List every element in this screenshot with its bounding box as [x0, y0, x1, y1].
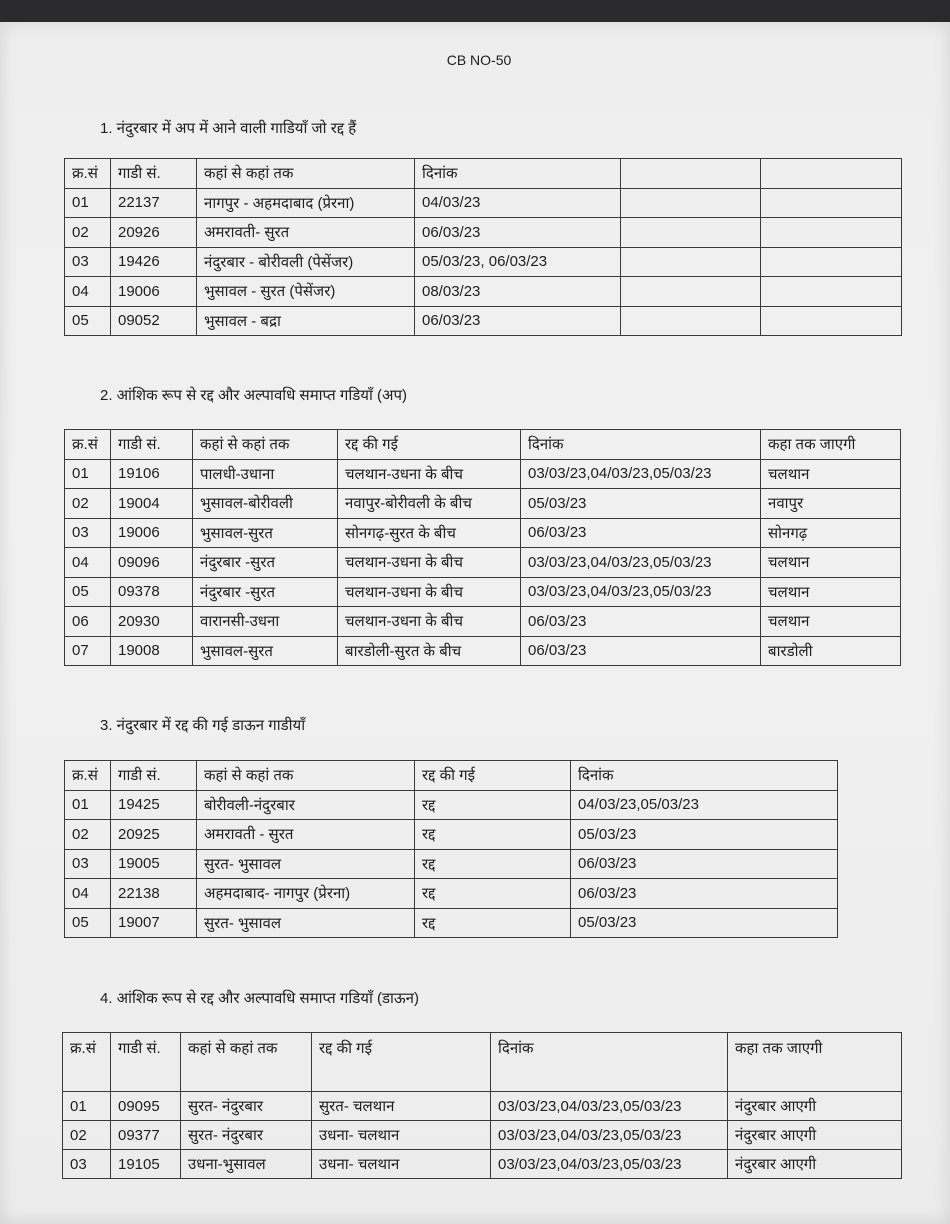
section-4-header — [63, 1033, 902, 1092]
table-row — [65, 577, 901, 607]
header-row — [63, 1033, 902, 1092]
column-header-col4: रद्द की गई — [415, 761, 571, 791]
cell-col5: 06/03/23 — [571, 849, 838, 879]
cell-serial: 03 — [65, 849, 111, 879]
cell-serial: 03 — [65, 518, 111, 548]
cell-train-no: 09095 — [111, 1092, 181, 1121]
cell-col5: 03/03/23,04/03/23,05/03/23 — [491, 1150, 728, 1179]
cell-route: नंदुरबार - बोरीवली (पेसेंजर) — [197, 247, 415, 277]
cell-col5: 03/03/23,04/03/23,05/03/23 — [491, 1092, 728, 1121]
cell-col4: चलथान-उधना के बीच — [338, 607, 521, 637]
table-row — [63, 1150, 902, 1179]
cell-col6: चलथान — [761, 577, 901, 607]
header-row — [65, 430, 901, 460]
cell-train-no: 19426 — [111, 247, 197, 277]
column-header-serial: क्र.सं — [65, 159, 111, 189]
cell-serial: 02 — [65, 820, 111, 850]
cell-serial: 03 — [65, 247, 111, 277]
cell-col6: चलथान — [761, 459, 901, 489]
column-header-col6: कहा तक जाएगी — [728, 1033, 902, 1092]
header-row — [65, 159, 902, 189]
cell-col5: 06/03/23 — [521, 518, 761, 548]
cell-col6: नंदुरबार आएगी — [728, 1092, 902, 1121]
column-header-col6 — [761, 159, 902, 189]
cell-col4: रद्द — [415, 849, 571, 879]
table-row — [65, 607, 901, 637]
cell-col4: चलथान-उधना के बीच — [338, 577, 521, 607]
cell-train-no: 09378 — [111, 577, 193, 607]
cell-route: पालधी-उधाना — [193, 459, 338, 489]
cell-col6 — [761, 306, 902, 336]
column-header-train-no: गाडी सं. — [111, 430, 193, 460]
cell-col5: 05/03/23 — [571, 908, 838, 938]
cell-route: अमरावती- सुरत — [197, 218, 415, 248]
table-row — [65, 218, 902, 248]
table-row — [65, 518, 901, 548]
cell-train-no: 19105 — [111, 1150, 181, 1179]
cell-route: सुरत- नंदुरबार — [181, 1092, 312, 1121]
cell-serial: 04 — [65, 277, 111, 307]
cell-col5 — [621, 277, 761, 307]
section-2-table — [64, 429, 901, 666]
cell-col4: रद्द — [415, 879, 571, 909]
cell-col5: 05/03/23 — [571, 820, 838, 850]
table-row — [65, 790, 838, 820]
table-row — [65, 277, 902, 307]
cell-col6: सोनगढ़ — [761, 518, 901, 548]
cell-col5: 04/03/23,05/03/23 — [571, 790, 838, 820]
cell-train-no: 20925 — [111, 820, 197, 850]
cell-train-no: 19008 — [111, 636, 193, 666]
cell-col4: 06/03/23 — [415, 306, 621, 336]
cell-col6: बारडोली — [761, 636, 901, 666]
cell-col5: 06/03/23 — [521, 607, 761, 637]
cell-col4: रद्द — [415, 820, 571, 850]
cell-serial: 03 — [63, 1150, 111, 1179]
cell-train-no: 19005 — [111, 849, 197, 879]
column-header-col4: रद्द की गई — [312, 1033, 491, 1092]
column-header-serial: क्र.सं — [65, 430, 111, 460]
column-header-serial: क्र.सं — [63, 1033, 111, 1092]
cell-col6 — [761, 188, 902, 218]
cell-serial: 05 — [65, 908, 111, 938]
column-header-serial: क्र.सं — [65, 761, 111, 791]
cell-col5 — [621, 247, 761, 277]
cell-col5 — [621, 188, 761, 218]
cell-serial: 02 — [65, 218, 111, 248]
section-2-title: 2. आंशिक रूप से रद्द और अल्पावधि समाप्त गडियाँ (अप) — [100, 387, 407, 404]
cell-serial: 01 — [65, 188, 111, 218]
cell-col6: नंदुरबार आएगी — [728, 1121, 902, 1150]
cell-train-no: 22137 — [111, 188, 197, 218]
section-1-title: 1. नंदुरबार में अप में आने वाली गाडियाँ जो रद्द हैं — [100, 120, 357, 137]
cell-col4: चलथान-उधना के बीच — [338, 459, 521, 489]
cell-train-no: 19106 — [111, 459, 193, 489]
column-header-route: कहां से कहां तक — [197, 159, 415, 189]
cell-train-no: 09052 — [111, 306, 197, 336]
cell-route: उधना-भुसावल — [181, 1150, 312, 1179]
cell-col5 — [621, 306, 761, 336]
cell-col5: 03/03/23,04/03/23,05/03/23 — [521, 459, 761, 489]
cell-col6 — [761, 277, 902, 307]
cell-col5: 03/03/23,04/03/23,05/03/23 — [491, 1121, 728, 1150]
cell-route: भुसावल - सुरत (पेसेंजर) — [197, 277, 415, 307]
cell-route: नंदुरबार -सुरत — [193, 577, 338, 607]
section-3-table — [64, 760, 838, 938]
cell-route: नागपुर - अहमदाबाद (प्रेरना) — [197, 188, 415, 218]
cell-serial: 07 — [65, 636, 111, 666]
table-row — [65, 489, 901, 519]
column-header-train-no: गाडी सं. — [111, 159, 197, 189]
column-header-col6: कहा तक जाएगी — [761, 430, 901, 460]
section-4-table — [62, 1032, 902, 1179]
table-row — [65, 247, 902, 277]
cell-train-no: 19006 — [111, 518, 193, 548]
section-1-header — [65, 159, 902, 189]
column-header-train-no: गाडी सं. — [111, 761, 197, 791]
column-header-col4: दिनांक — [415, 159, 621, 189]
cell-serial: 02 — [65, 489, 111, 519]
table-row — [63, 1092, 902, 1121]
cell-col4: सोनगढ़-सुरत के बीच — [338, 518, 521, 548]
cell-col5: 06/03/23 — [521, 636, 761, 666]
cell-serial: 02 — [63, 1121, 111, 1150]
cell-col4: उधना- चलथान — [312, 1121, 491, 1150]
cell-col4: रद्द — [415, 790, 571, 820]
section-4-body — [63, 1092, 902, 1179]
cell-col4: 05/03/23, 06/03/23 — [415, 247, 621, 277]
cell-route: सुरत- भुसावल — [197, 908, 415, 938]
column-header-col5: दिनांक — [571, 761, 838, 791]
column-header-train-no: गाडी सं. — [111, 1033, 181, 1092]
cell-route: भुसावल-बोरीवली — [193, 489, 338, 519]
document-number: CB NO-50 — [446, 52, 512, 68]
cell-train-no: 20930 — [111, 607, 193, 637]
cell-serial: 05 — [65, 577, 111, 607]
cell-train-no: 19007 — [111, 908, 197, 938]
cell-route: नंदुरबार -सुरत — [193, 548, 338, 578]
cell-train-no: 22138 — [111, 879, 197, 909]
cell-col6: चलथान — [761, 548, 901, 578]
cell-route: वारानसी-उधना — [193, 607, 338, 637]
cell-col4: बारडोली-सुरत के बीच — [338, 636, 521, 666]
cell-col6: चलथान — [761, 607, 901, 637]
column-header-col5: दिनांक — [491, 1033, 728, 1092]
cell-serial: 01 — [65, 459, 111, 489]
cell-train-no: 19004 — [111, 489, 193, 519]
cell-train-no: 09377 — [111, 1121, 181, 1150]
table-row — [65, 188, 902, 218]
section-3-body — [65, 790, 838, 938]
column-header-col5 — [621, 159, 761, 189]
cell-serial: 05 — [65, 306, 111, 336]
table-row — [63, 1121, 902, 1150]
cell-route: भुसावल - बद्रा — [197, 306, 415, 336]
cell-train-no: 19006 — [111, 277, 197, 307]
table-row — [65, 636, 901, 666]
cell-col4: चलथान-उधना के बीच — [338, 548, 521, 578]
cell-col4: 08/03/23 — [415, 277, 621, 307]
table-row — [65, 306, 902, 336]
cell-col4: 06/03/23 — [415, 218, 621, 248]
cell-col6 — [761, 218, 902, 248]
section-2-body — [65, 459, 901, 666]
cell-serial: 04 — [65, 879, 111, 909]
section-2-header — [65, 430, 901, 460]
table-row — [65, 908, 838, 938]
cell-col6 — [761, 247, 902, 277]
cell-col4: रद्द — [415, 908, 571, 938]
cell-route: सुरत- भुसावल — [197, 849, 415, 879]
column-header-route: कहां से कहां तक — [197, 761, 415, 791]
table-row — [65, 849, 838, 879]
cell-serial: 04 — [65, 548, 111, 578]
cell-col4: 04/03/23 — [415, 188, 621, 218]
cell-serial: 01 — [63, 1092, 111, 1121]
cell-col4: नवापुर-बोरीवली के बीच — [338, 489, 521, 519]
cell-serial: 06 — [65, 607, 111, 637]
cell-col6: नंदुरबार आएगी — [728, 1150, 902, 1179]
section-1-body — [65, 188, 902, 336]
section-1-table — [64, 158, 902, 336]
column-header-route: कहां से कहां तक — [193, 430, 338, 460]
cell-train-no: 19425 — [111, 790, 197, 820]
cell-col5: 05/03/23 — [521, 489, 761, 519]
cell-train-no: 09096 — [111, 548, 193, 578]
cell-route: भुसावल-सुरत — [193, 636, 338, 666]
cell-route: अहमदाबाद- नागपुर (प्रेरना) — [197, 879, 415, 909]
cell-route: बोरीवली-नंदुरबार — [197, 790, 415, 820]
cell-serial: 01 — [65, 790, 111, 820]
table-row — [65, 548, 901, 578]
cell-train-no: 20926 — [111, 218, 197, 248]
cell-col5: 03/03/23,04/03/23,05/03/23 — [521, 577, 761, 607]
section-3-title: 3. नंदुरबार में रद्द की गई डाऊन गाडीयाँ — [100, 717, 306, 734]
cell-col5: 03/03/23,04/03/23,05/03/23 — [521, 548, 761, 578]
cell-route: अमरावती - सुरत — [197, 820, 415, 850]
column-header-col5: दिनांक — [521, 430, 761, 460]
table-row — [65, 879, 838, 909]
cell-col5 — [621, 218, 761, 248]
cell-route: भुसावल-सुरत — [193, 518, 338, 548]
header-row — [65, 761, 838, 791]
cell-col4: सुरत- चलथान — [312, 1092, 491, 1121]
table-row — [65, 820, 838, 850]
table-row — [65, 459, 901, 489]
cell-col6: नवापुर — [761, 489, 901, 519]
cell-col5: 06/03/23 — [571, 879, 838, 909]
column-header-route: कहां से कहां तक — [181, 1033, 312, 1092]
cell-route: सुरत- नंदुरबार — [181, 1121, 312, 1150]
section-3-header — [65, 761, 838, 791]
column-header-col4: रद्द की गई — [338, 430, 521, 460]
section-4-title: 4. आंशिक रूप से रद्द और अल्पावधि समाप्त गडियाँ (डाऊन) — [100, 990, 419, 1007]
cell-col4: उधना- चलथान — [312, 1150, 491, 1179]
